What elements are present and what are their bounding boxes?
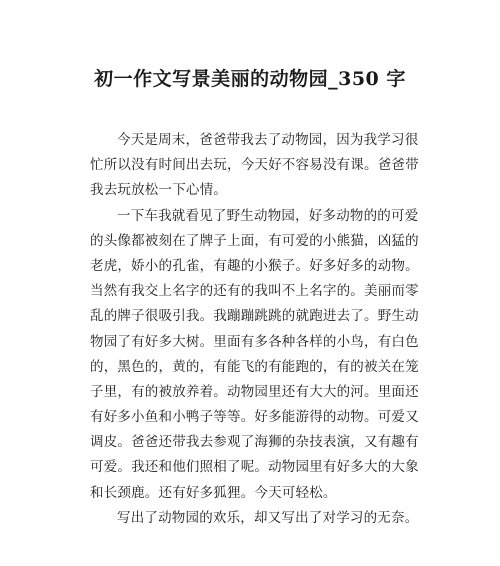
paragraph-3	[90, 506, 420, 531]
text-line: 调皮。爸爸还带我去参观了海狮的杂技表演，又有趣有	[90, 434, 419, 451]
text-line: 乱的牌子很吸引我。我蹦蹦跳跳的就跑进去了。野生动	[90, 308, 419, 325]
text-line: 忙所以没有时间出去玩，今天好不容易没有课。爸爸带	[90, 157, 419, 174]
text-line: 子里，有的被放养着。动物园里还有大大的河。里面还	[90, 383, 419, 400]
text-line: 老虎，娇小的孔雀，有趣的小猴子。好多好多的动物。	[90, 257, 419, 274]
text-line: 写出了动物园的欢乐，却又写出了对学习的无奈。	[117, 509, 419, 526]
text-line: 可爱。我还和他们照相了呢。动物园里有好多大的大象	[90, 459, 419, 476]
text-line: 当然有我交上名字的还有的我叫不上名字的。美丽而零	[90, 283, 419, 300]
paragraph-1	[90, 128, 420, 204]
text-line: 一下车我就看见了野生动物园，好多动物的的可爱	[117, 207, 419, 224]
paragraph-2	[90, 204, 420, 506]
text-line: 和长颈鹿。还有好多狐狸。今天可轻松。	[90, 484, 337, 501]
document-title: 初一作文写景美丽的动物园_350 字	[94, 68, 406, 90]
document-body	[90, 128, 420, 531]
text-line: 今天是周末，爸爸带我去了动物园，因为我学习很	[117, 132, 419, 148]
text-line: 有好多小鱼和小鸭子等等。好多能游得的动物。可爱又	[90, 409, 419, 426]
text-line: 的，黑色的，黄的，有能飞的有能跑的，有的被关在笼	[90, 358, 419, 375]
text-line: 物园了有好多大树。里面有多各种各样的小鸟，有白色	[90, 333, 419, 350]
text-line: 的头像都被刻在了牌子上面，有可爱的小熊猫，凶猛的	[90, 232, 419, 249]
text-line: 我去玩放松一下心情。	[90, 182, 227, 199]
